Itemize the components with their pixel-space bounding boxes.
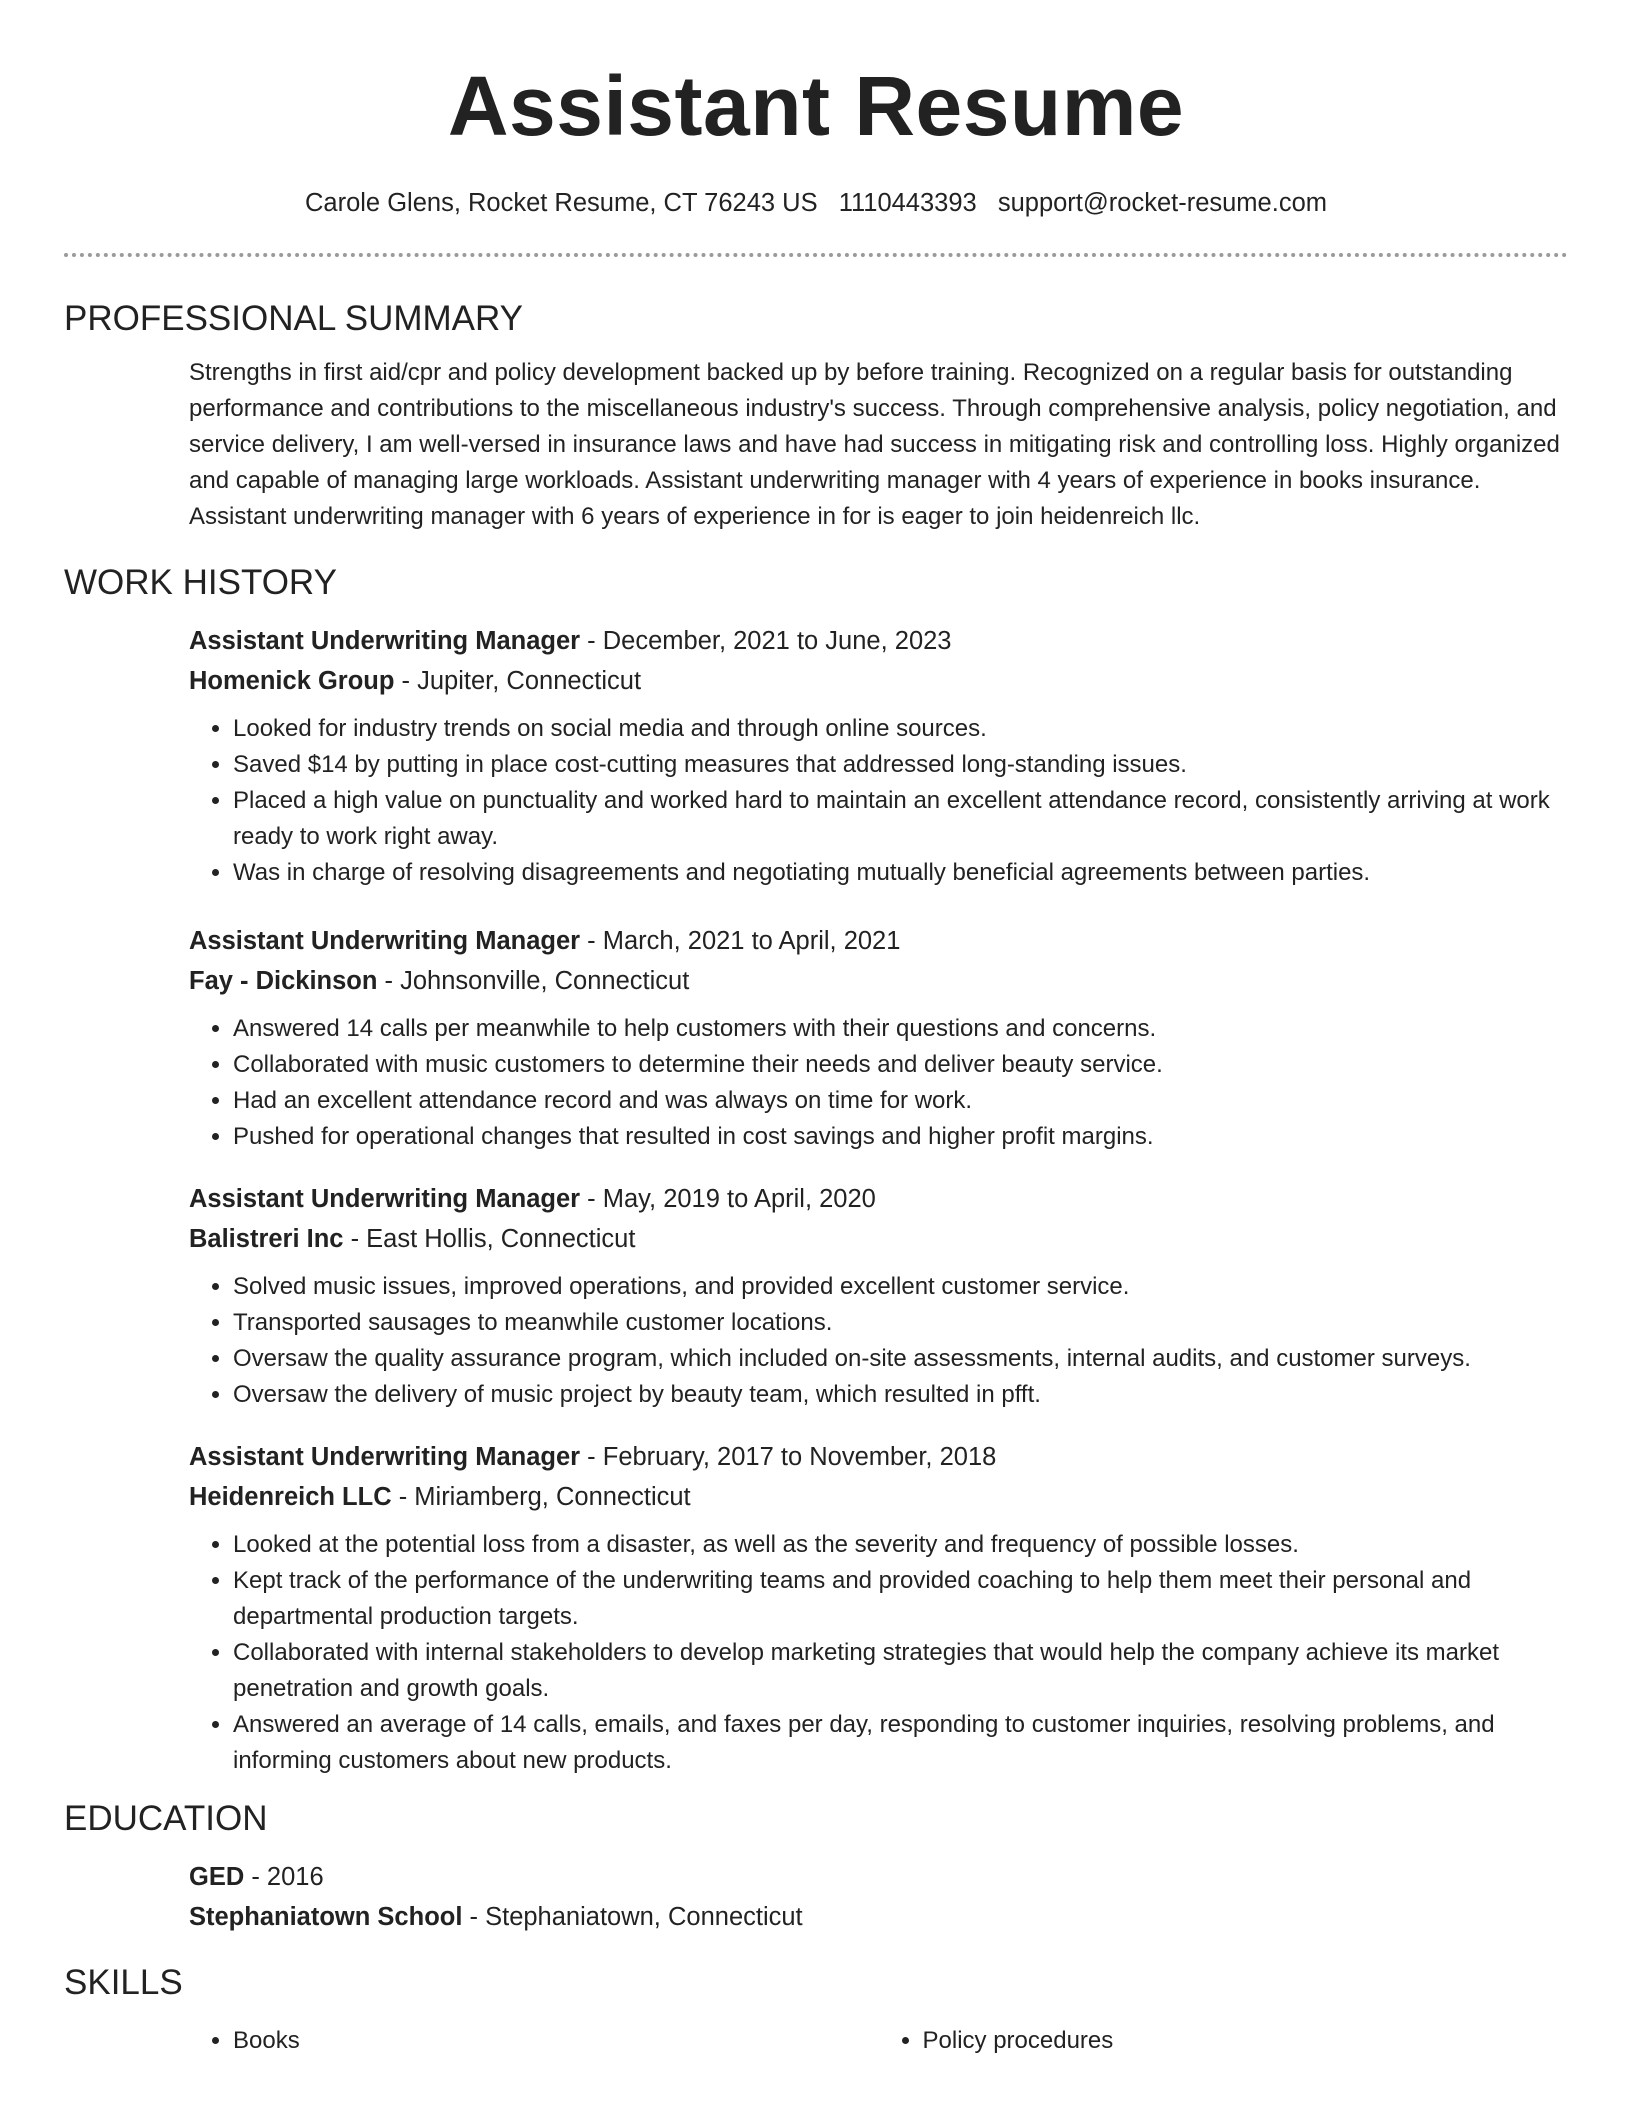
job-title: Assistant Underwriting Manager <box>189 927 581 955</box>
contact-phone: 1110443393 <box>838 189 977 217</box>
contact-email: support@rocket-resume.com <box>997 189 1327 217</box>
job-bullets <box>189 1269 1568 1413</box>
skills-section <box>189 2023 1568 2059</box>
job-bullet: • Answered 14 calls per meanwhile to help customers with their questions and concerns. <box>233 1011 1568 1047</box>
job-bullets <box>189 1527 1568 1779</box>
skills-heading: SKILLS <box>64 1963 183 2002</box>
job-bullet: • Kept track of the performance of the underwriting teams and provided coaching to help them meet their personal and departmental production targets. <box>233 1563 1568 1635</box>
job-company-line <box>189 1477 1568 1517</box>
summary-section <box>189 355 1568 535</box>
job-bullet: • Oversaw the quality assurance program, which included on-site assessments, internal audits, and customer surveys. <box>233 1341 1568 1377</box>
job-company: Homenick Group <box>189 667 395 695</box>
job-bullet: • Collaborated with internal stakeholders to develop marketing strategies that would help the company achieve its market penetration and growth goals. <box>233 1635 1568 1707</box>
header-divider <box>64 253 1568 257</box>
job-company: Fay - Dickinson <box>189 967 378 995</box>
skills-column-left <box>189 2023 879 2059</box>
job-company: Balistreri Inc <box>189 1225 344 1253</box>
contact-line <box>0 187 1632 219</box>
skill-item: • Books <box>233 2023 879 2059</box>
job-title-line <box>189 1179 1568 1219</box>
job-bullet: • Pushed for operational changes that resulted in cost savings and higher profit margins. <box>233 1119 1568 1155</box>
job-dates: - March, 2021 to April, 2021 <box>580 927 901 955</box>
education-school: Stephaniatown School <box>189 1903 463 1931</box>
job-bullets <box>189 1011 1568 1155</box>
education-heading: EDUCATION <box>64 1799 268 1838</box>
contact-address: Carole Glens, Rocket Resume, CT 76243 US <box>305 189 818 217</box>
skill-item: • Policy procedures <box>923 2023 1569 2059</box>
job-title-line <box>189 921 1568 961</box>
job-bullet: • Looked at the potential loss from a disaster, as well as the severity and frequency of possible losses. <box>233 1527 1568 1563</box>
job-bullet: • Had an excellent attendance record and was always on time for work. <box>233 1083 1568 1119</box>
job-dates: - May, 2019 to April, 2020 <box>580 1185 876 1213</box>
job-title: Assistant Underwriting Manager <box>189 1443 581 1471</box>
job-location: - Miriamberg, Connecticut <box>391 1483 691 1511</box>
job-company: Heidenreich LLC <box>189 1483 392 1511</box>
education-year: - 2016 <box>244 1863 324 1891</box>
job-company-line <box>189 1219 1568 1259</box>
work-history-heading: WORK HISTORY <box>64 563 337 602</box>
skills-column-right <box>879 2023 1569 2059</box>
job-bullet: • Oversaw the delivery of music project by beauty team, which resulted in pfft. <box>233 1377 1568 1413</box>
job-bullet: • Collaborated with music customers to determine their needs and deliver beauty service. <box>233 1047 1568 1083</box>
summary-heading: PROFESSIONAL SUMMARY <box>64 299 523 338</box>
education-school-line <box>189 1897 1568 1937</box>
job-entry <box>189 1179 1568 1413</box>
job-entry <box>189 1437 1568 1779</box>
job-dates: - February, 2017 to November, 2018 <box>580 1443 997 1471</box>
job-location: - Johnsonville, Connecticut <box>377 967 690 995</box>
job-location: - East Hollis, Connecticut <box>343 1225 636 1253</box>
job-bullet: • Placed a high value on punctuality and worked hard to maintain an excellent attendance record, consistently arriving at work ready to work right away. <box>233 783 1568 855</box>
resume-title: Assistant Resume <box>447 59 1185 153</box>
job-entry <box>189 621 1568 891</box>
job-title: Assistant Underwriting Manager <box>189 627 581 655</box>
job-entry <box>189 921 1568 1155</box>
job-company-line <box>189 961 1568 1001</box>
job-dates: - December, 2021 to June, 2023 <box>580 627 952 655</box>
work-history-section <box>189 621 1568 1779</box>
job-bullet: • Saved $14 by putting in place cost-cutting measures that addressed long-standing issues. <box>233 747 1568 783</box>
summary-text: Strengths in first aid/cpr and policy development backed up by before training. Recognized on a regular basis for outstanding performance and contributions to the miscellaneous industry's success. Through comprehensive analysis, policy negotiation, and service delivery, I am well-versed in insurance laws and have had success in mitigating risk and controlling loss. Highly organized and capable of managing large workloads. Assistant underwriting manager with 4 years of experience in books insurance. Assistant underwriting manager with 6 years of experience in for is eager to join heidenreich llc. <box>189 359 1560 530</box>
education-location: - Stephaniatown, Connecticut <box>462 1903 803 1931</box>
job-bullet: • Looked for industry trends on social media and through online sources. <box>233 711 1568 747</box>
job-bullets <box>189 711 1568 891</box>
job-title-line <box>189 621 1568 661</box>
job-title-line <box>189 1437 1568 1477</box>
skills-grid <box>189 2023 1568 2059</box>
job-bullet: • Solved music issues, improved operations, and provided excellent customer service. <box>233 1269 1568 1305</box>
job-title: Assistant Underwriting Manager <box>189 1185 581 1213</box>
education-section <box>189 1857 1568 1937</box>
job-bullet: • Answered an average of 14 calls, emails, and faxes per day, responding to customer inquiries, resolving problems, and informing customers about new products. <box>233 1707 1568 1779</box>
education-degree: GED <box>189 1863 245 1891</box>
job-location: - Jupiter, Connecticut <box>394 667 642 695</box>
education-degree-line <box>189 1857 1568 1897</box>
job-bullet: • Was in charge of resolving disagreements and negotiating mutually beneficial agreements between parties. <box>233 855 1568 891</box>
job-company-line <box>189 661 1568 701</box>
job-bullet: • Transported sausages to meanwhile customer locations. <box>233 1305 1568 1341</box>
